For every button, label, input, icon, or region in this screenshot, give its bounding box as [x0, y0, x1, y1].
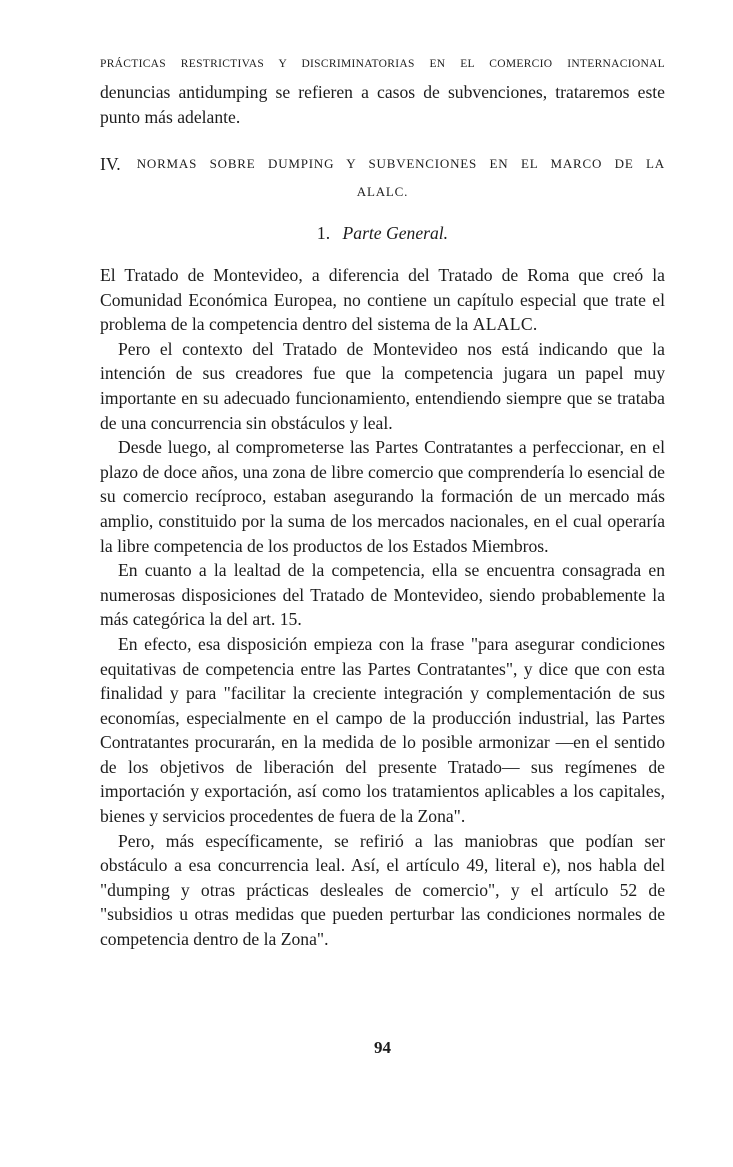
- section-number: IV.: [100, 154, 121, 174]
- section-title-line2: ALALC.: [356, 184, 409, 199]
- paragraph-4: En cuanto a la lealtad de la competencia, ella se encuentra consagrada en numerosas disposiciones del Tratado de Montevideo, siendo probablemente la más categórica la del art. 15.: [100, 560, 665, 630]
- intro-paragraph: [100, 80, 665, 129]
- paragraph-1: [100, 263, 665, 337]
- body-text: [100, 263, 665, 952]
- subsection-heading: [100, 223, 665, 244]
- alalc-abbrev: ALALC.: [472, 314, 538, 335]
- section-heading: [100, 150, 665, 206]
- page-number: 94: [374, 1038, 391, 1057]
- paragraph-2: Pero el contexto del Tratado de Montevideo nos está indicando que la intención de sus creadores fue que la competencia jugara un papel muy importante en su adecuado funcionamiento, entendiendo siempre que se trataba de una concurrencia sin obstáculos y leal.: [100, 338, 665, 433]
- paragraph-5: En efecto, esa disposición empieza con la frase "para asegurar condiciones equitativas de competencia entre las Partes Contratantes", y dice que con esta finalidad y para "facilitar la creciente integración y complementación de sus economías, especialmente en el campo de la producción industrial, las Partes Contratantes procurarán, en la medida de lo posible armonizar —en el sentido de los objetivos de liberación del presente Tratado— sus regímenes de importación y exportación, así como los tratamientos aplicables a los capitales, bienes y servicios procedentes de fuera de la Zona".: [100, 633, 665, 827]
- subsection-title: Parte General.: [342, 223, 449, 243]
- paragraph-6: Pero, más específicamente, se refirió a las maniobras que podían ser obstáculo a esa concurrencia leal. Así, el artículo 49, literal e), nos habla del "dumping y otras prácticas desleales de comercio", y el artículo 52 de "subsidios u otras medidas que pueden perturbar las condiciones normales de competencia dentro de la Zona".: [100, 830, 665, 950]
- intro-text: denuncias antidumping se refieren a casos de subvenciones, trataremos este punto más adelante.: [100, 82, 665, 127]
- paragraph-1-text: El Tratado de Montevideo, a diferencia del Tratado de Roma que creó la Comunidad Económica Europea, no contiene un capítulo especial que trate el problema de la competencia dentro del sistema de la: [100, 265, 665, 335]
- running-head: PRÁCTICAS RESTRICTIVAS Y DISCRIMINATORIAS EN EL COMERCIO INTERNACIONAL: [100, 58, 665, 70]
- subsection-number: 1.: [316, 223, 331, 243]
- paragraph-3: Desde luego, al comprometerse las Partes Contratantes a perfeccionar, en el plazo de doce años, una zona de libre comercio que comprendería lo esencial de su comercio recíproco, estaban asegurando la formación de un mercado más amplio, constituido por la suma de los mercados nacionales, en el cual operaría la libre competencia de los productos de los Estados Miembros.: [100, 437, 665, 556]
- section-title-line1: NORMAS SOBRE DUMPING Y SUBVENCIONES EN EL MARCO DE LA: [136, 156, 665, 171]
